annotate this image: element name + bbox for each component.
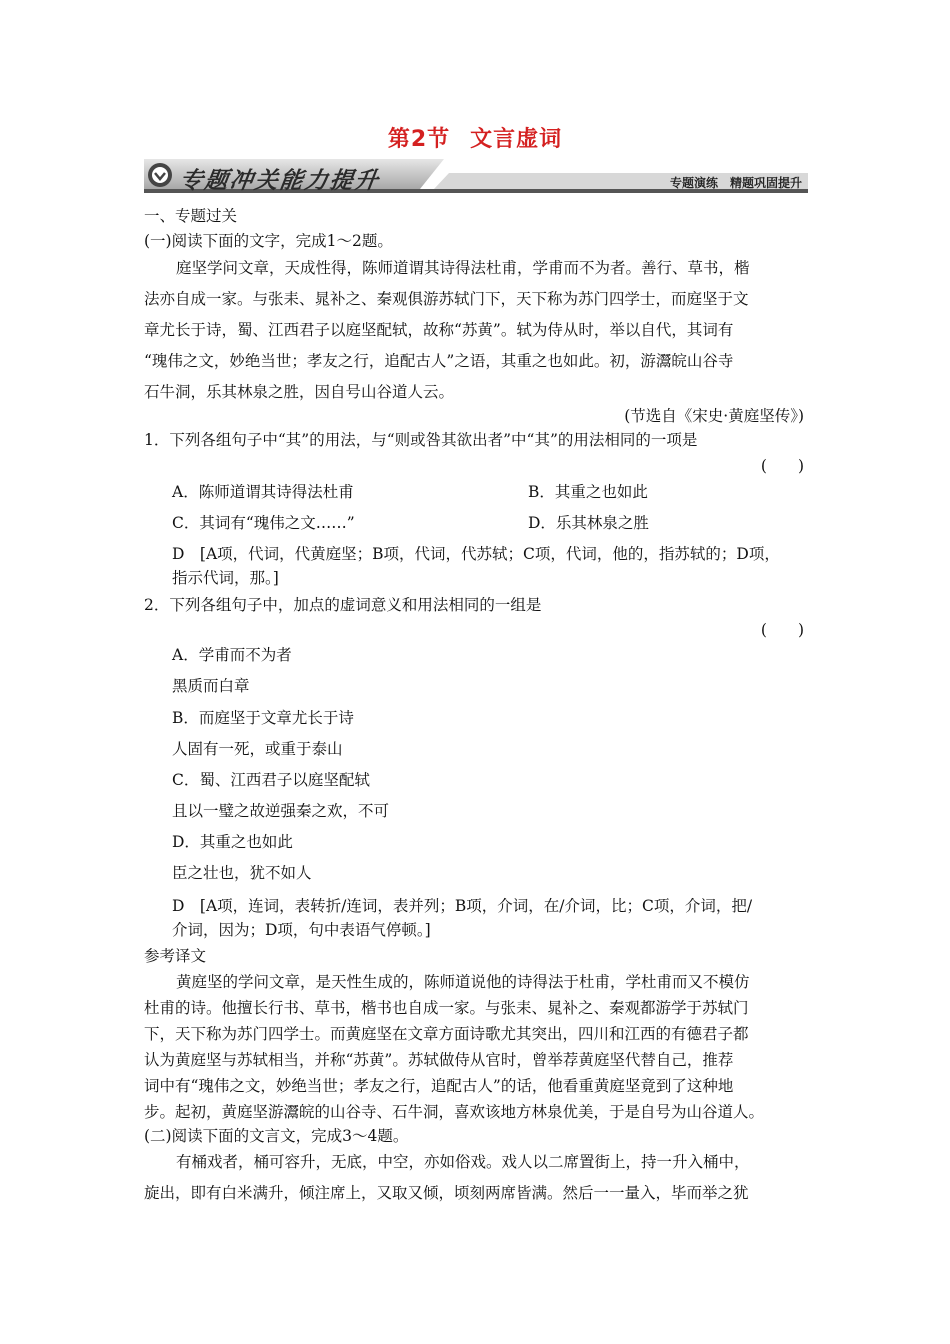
- q2-option-d2: 臣之壮也，犹不如人: [172, 864, 312, 882]
- translation-line: 认为黄庭坚与苏轼相当，并称“苏黄”。苏轼做侍从官时，曾举荐黄庭坚代替自己，推荐: [144, 1051, 734, 1069]
- group1-intro: (一)阅读下面的文字，完成1～2题。: [144, 232, 393, 250]
- q2-answer: D [A项，连词，表转折/连词，表并列；B项，介词，在/介词，比；C项，介词，把/: [172, 897, 753, 915]
- group2-intro: (二)阅读下面的文言文，完成3～4题。: [144, 1127, 409, 1145]
- q2-option-b1: B．而庭坚于文章尤长于诗: [172, 709, 354, 727]
- section-banner: [144, 159, 808, 193]
- q1-answer: D [A项，代词，代黄庭坚；B项，代词，代苏轼；C项，代词，他的，指苏轼的；D项，: [172, 545, 780, 563]
- source-citation: (节选自《宋史·黄庭坚传》): [624, 407, 804, 425]
- passage2-line: 旋出，即有白米满升，倾注席上，又取又倾，顷刻两席皆满。然后一一量入，毕而举之犹: [144, 1184, 749, 1202]
- passage1-line: 章尤长于诗，蜀、江西君子以庭坚配轼，故称“苏黄”。轼为侍从时，举以自代，其词有: [144, 321, 734, 339]
- section-number: 第2节: [387, 127, 451, 152]
- translation-line: 杜甫的诗。他擅长行书、草书，楷书也自成一家。与张耒、晁补之、秦观都游学于苏轼门: [144, 999, 749, 1017]
- q1-stem: 1．下列各组句子中“其”的用法，与“则或咎其欲出者”中“其”的用法相同的一项是: [144, 431, 698, 449]
- q1-answer: 指示代词，那。]: [172, 569, 279, 587]
- q2-answer-paren: ( ): [760, 621, 804, 639]
- q2-answer: 介词，因为；D项，句中表语气停顿。]: [172, 921, 431, 939]
- page-title: [0, 122, 950, 153]
- q2-option-d1: D．其重之也如此: [172, 833, 293, 851]
- translation-line: 词中有“瑰伟之文，妙绝当世；孝友之行，追配古人”的话，他看重黄庭坚竟到了这种地: [144, 1077, 734, 1095]
- passage1-line: 庭坚学问文章，天成性得，陈师道谓其诗得法杜甫，学甫而不为者。善行、草书，楷: [176, 259, 750, 277]
- q1-option-b: B．其重之也如此: [528, 483, 648, 501]
- q2-option-c2: 且以一璧之故逆强秦之欢，不可: [172, 802, 390, 820]
- passage1-line: “瑰伟之文，妙绝当世；孝友之行，追配古人”之语，其重之也如此。初，游灊皖山谷寺: [144, 352, 734, 370]
- q2-stem: 2．下列各组句子中，加点的虚词意义和用法相同的一组是: [144, 596, 542, 614]
- translation-line: 步。起初，黄庭坚游灊皖的山谷寺、石牛洞，喜欢该地方林泉优美，于是自号为山谷道人。: [144, 1103, 765, 1121]
- q1-option-a: A．陈师道谓其诗得法杜甫: [172, 483, 354, 501]
- banner-subtitle: 专题演练 精题巩固提升: [669, 176, 802, 190]
- q1-option-c: C．其词有“瑰伟之文……”: [172, 514, 355, 532]
- passage2-line: 有桶戏者，桶可容升，无底，中空，亦如俗戏。戏人以二席置街上，持一升入桶中，: [176, 1153, 750, 1171]
- q2-option-c1: C．蜀、江西君子以庭坚配轼: [172, 771, 370, 789]
- q1-answer-paren: ( ): [760, 457, 804, 475]
- section-name: 文言虚词: [470, 127, 563, 152]
- banner-title: 专题冲关能力提升: [177, 168, 382, 194]
- part-heading: 一、专题过关: [144, 207, 238, 225]
- translation-heading: 参考译文: [144, 947, 207, 965]
- translation-line: 黄庭坚的学问文章，是天性生成的，陈师道说他的诗得法于杜甫，学杜甫而又不模仿: [176, 973, 750, 991]
- passage1-line: 法亦自成一家。与张耒、晁补之、秦观俱游苏轼门下，天下称为苏门四学士，而庭坚于文: [144, 290, 749, 308]
- translation-line: 下，天下称为苏门四学士。而黄庭坚在文章方面诗歌尤其突出，四川和江西的有德君子都: [144, 1025, 749, 1043]
- q2-option-a1: A．学甫而不为者: [172, 646, 292, 664]
- q2-option-b2: 人固有一死，或重于泰山: [172, 740, 343, 758]
- q2-option-a2: 黑质而白章: [172, 677, 250, 695]
- passage1-line: 石牛洞，乐其林泉之胜，因自号山谷道人云。: [144, 383, 455, 401]
- q1-option-d: D．乐其林泉之胜: [528, 514, 649, 532]
